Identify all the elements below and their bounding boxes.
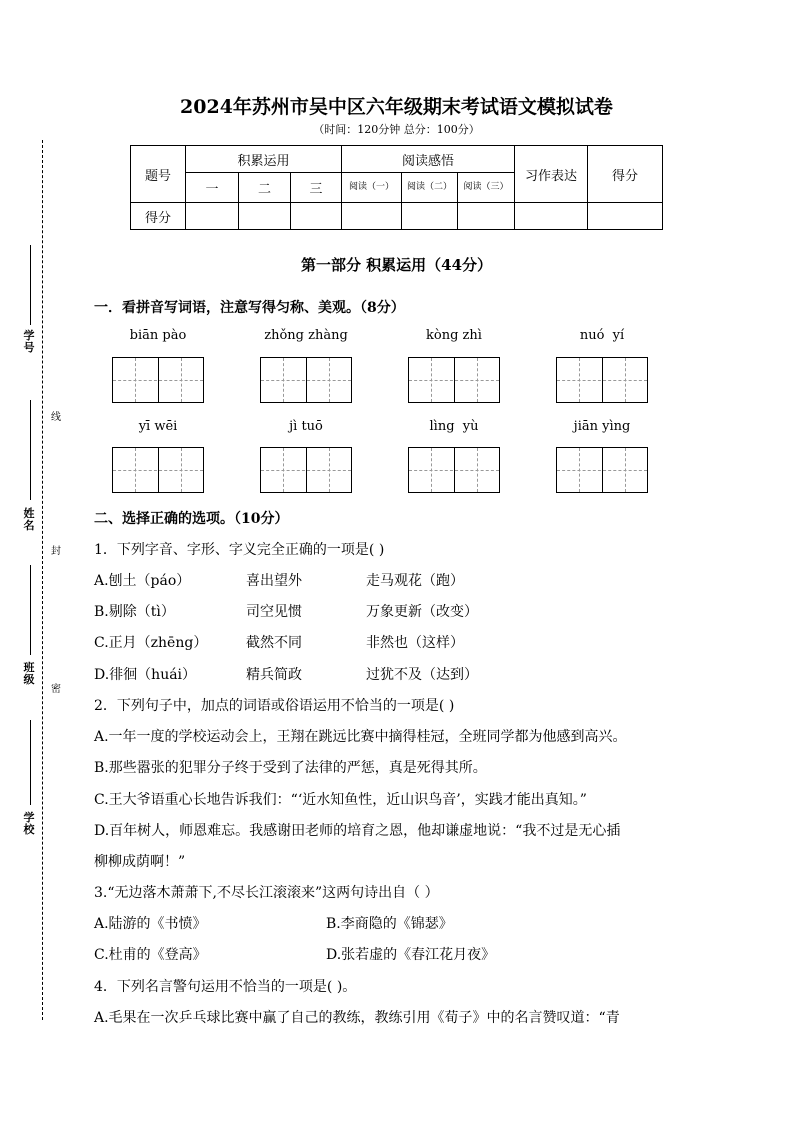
pinyin-4: nuó yí xyxy=(579,328,625,343)
q2-1-stem: 1．下列字音、字形、字义完全正确的一项是( ) xyxy=(94,542,385,558)
score-cell[interactable] xyxy=(342,203,402,230)
q2-3-option-c: C.杜甫的《登高》 xyxy=(94,947,207,963)
score-cell[interactable] xyxy=(588,203,663,230)
writing-grid[interactable] xyxy=(260,447,352,493)
writing-grid[interactable] xyxy=(112,447,204,493)
pinyin-1: biān pào xyxy=(129,328,187,343)
pinyin-3: kòng zhì xyxy=(426,328,482,343)
part-one-heading: 第一部分 积累运用（44分） xyxy=(300,256,493,274)
col-er: 二 xyxy=(239,173,291,203)
header-defen: 得分 xyxy=(588,146,663,203)
q2-1-option-d-word: 精兵简政 xyxy=(246,667,302,683)
header-tihao: 题号 xyxy=(131,146,186,203)
school-blank xyxy=(30,720,31,805)
name-label: 姓名 xyxy=(23,507,35,532)
score-table xyxy=(130,145,663,230)
exam-subtitle: （时间：120分钟 总分：100分） xyxy=(313,123,480,136)
exam-title: 2024年苏州市吴中区六年级期末考试语文模拟试卷 xyxy=(180,96,613,118)
header-jilei: 积累运用 xyxy=(186,146,342,173)
score-cell[interactable] xyxy=(239,203,291,230)
class-blank xyxy=(30,565,31,655)
q2-1-option-b: B.剔除（tì） xyxy=(94,604,175,620)
writing-grid[interactable] xyxy=(556,357,648,403)
col-reading-2: 阅读（二） xyxy=(402,173,458,203)
q2-3-option-d: D.张若虚的《春江花月夜》 xyxy=(326,947,496,963)
seal-char-xian: 线 xyxy=(51,412,61,423)
header-yuedu: 阅读感悟 xyxy=(342,146,515,173)
q2-1-option-b-word: 司空见惯 xyxy=(246,604,302,620)
pinyin-2: zhǒng zhàng xyxy=(264,328,348,343)
q2-heading: 二、选择正确的选项。（10分） xyxy=(94,511,289,527)
col-reading-1: 阅读（一） xyxy=(342,173,402,203)
q2-3-option-b: B.李商隐的《锦瑟》 xyxy=(326,916,453,932)
q2-1-option-a-word: 喜出望外 xyxy=(246,573,302,589)
q2-4-option-a: A.毛果在一次乒乓球比赛中赢了自己的教练，教练引用《荀子》中的名言赞叹道：“青 xyxy=(94,1010,620,1026)
q2-1-option-d: D.徘徊（huái） xyxy=(94,667,197,683)
q2-2-stem: 2．下列句子中，加点的词语或俗语运用不恰当的一项是( ) xyxy=(94,698,455,714)
q2-1-option-c-phrase: 非然也（这样） xyxy=(366,635,464,651)
school-label: 学校 xyxy=(23,811,35,836)
pinyin-8: jiān yìng xyxy=(573,419,631,434)
col-yi: 一 xyxy=(186,173,239,203)
q2-2-option-d-cont: 柳柳成荫啊！” xyxy=(94,854,186,870)
q2-1-option-c-word: 截然不同 xyxy=(246,635,302,651)
q2-4-stem: 4．下列名言警句运用不恰当的一项是( )。 xyxy=(94,979,357,995)
student-id-label: 学号 xyxy=(23,329,35,354)
score-cell[interactable] xyxy=(291,203,342,230)
q2-3-stem: 3.“无边落木萧萧下,不尽长江滚滚来”这两句诗出自（ ） xyxy=(94,885,439,901)
q2-3-option-a: A.陆游的《书愤》 xyxy=(94,916,207,932)
score-cell[interactable] xyxy=(458,203,515,230)
q1-heading: 一．看拼音写词语，注意写得匀称、美观。（8分） xyxy=(94,300,405,316)
q2-1-option-a: A.刨土（páo） xyxy=(94,573,191,589)
score-cell[interactable] xyxy=(186,203,239,230)
pinyin-7: lìng yù xyxy=(429,419,479,434)
score-cell[interactable] xyxy=(515,203,588,230)
pinyin-5: yī wēi xyxy=(138,419,178,434)
q2-1-option-c: C.正月（zhēng） xyxy=(94,635,208,651)
q2-2-option-a: A.一年一度的学校运动会上，王翔在跳远比赛中摘得桂冠，全班同学都为他感到高兴。 xyxy=(94,729,627,745)
writing-grid[interactable] xyxy=(408,447,500,493)
writing-grid[interactable] xyxy=(408,357,500,403)
q2-2-option-b: B.那些嚣张的犯罪分子终于受到了法律的严惩，真是死得其所。 xyxy=(94,760,487,776)
q2-2-option-d: D.百年树人，师恩难忘。我感谢田老师的培育之恩，他却谦虚地说：“我不过是无心插 xyxy=(94,823,621,839)
row-defen: 得分 xyxy=(131,203,186,230)
q2-1-option-b-phrase: 万象更新（改变） xyxy=(366,604,478,620)
writing-grid[interactable] xyxy=(112,357,204,403)
q2-2-option-c: C.王大爷语重心长地告诉我们：“‘近水知鱼性，近山识鸟音’，实践才能出真知。” xyxy=(94,792,587,808)
seal-char-mi: 密 xyxy=(51,684,61,695)
col-san: 三 xyxy=(291,173,342,203)
score-cell[interactable] xyxy=(402,203,458,230)
seal-char-feng: 封 xyxy=(51,546,61,557)
header-xizuo: 习作表达 xyxy=(515,146,588,203)
class-label: 班级 xyxy=(23,661,35,686)
writing-grid[interactable] xyxy=(556,447,648,493)
q2-1-option-a-phrase: 走马观花（跑） xyxy=(366,573,464,589)
name-blank xyxy=(30,400,31,500)
col-reading-3: 阅读（三） xyxy=(458,173,515,203)
q2-1-option-d-phrase: 过犹不及（达到） xyxy=(366,667,478,683)
writing-grid[interactable] xyxy=(260,357,352,403)
pinyin-6: jì tuō xyxy=(289,419,323,434)
